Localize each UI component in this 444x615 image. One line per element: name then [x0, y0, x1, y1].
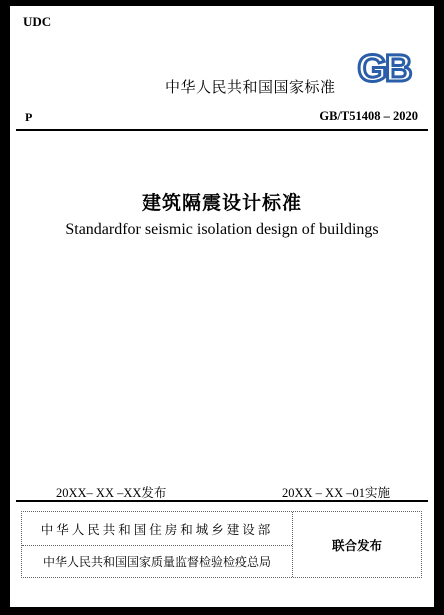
standard-number: GB/T51408 – 2020 [319, 109, 418, 123]
publisher-table [21, 511, 422, 578]
header-divider [16, 129, 428, 131]
standard-cover-page [10, 6, 434, 607]
implementation-date: 20XX – XX –01实施 [282, 486, 390, 500]
udc-label: UDC [23, 14, 52, 29]
svg-text:GB: GB [357, 48, 411, 86]
gb-logo-icon [345, 48, 423, 86]
publisher-aqsiq: 中华人民共和国国家质量监督检验检疫总局 [42, 555, 271, 569]
footer-divider [16, 500, 428, 502]
national-standard-heading: 中华人民共和国国家标准 [165, 78, 336, 96]
document-title-cn: 建筑隔震设计标准 [141, 192, 302, 214]
publisher-list [22, 512, 293, 577]
document-title-en: Standardfor seismic isolation design of buildings [65, 221, 379, 238]
category-code: P [25, 110, 33, 124]
joint-release-label: 联合发布 [331, 537, 382, 553]
issue-date: 20XX– XX –XX发布 [56, 486, 167, 500]
publisher-ministry: 中华人民共和国住房和城乡建设部 [22, 512, 292, 546]
